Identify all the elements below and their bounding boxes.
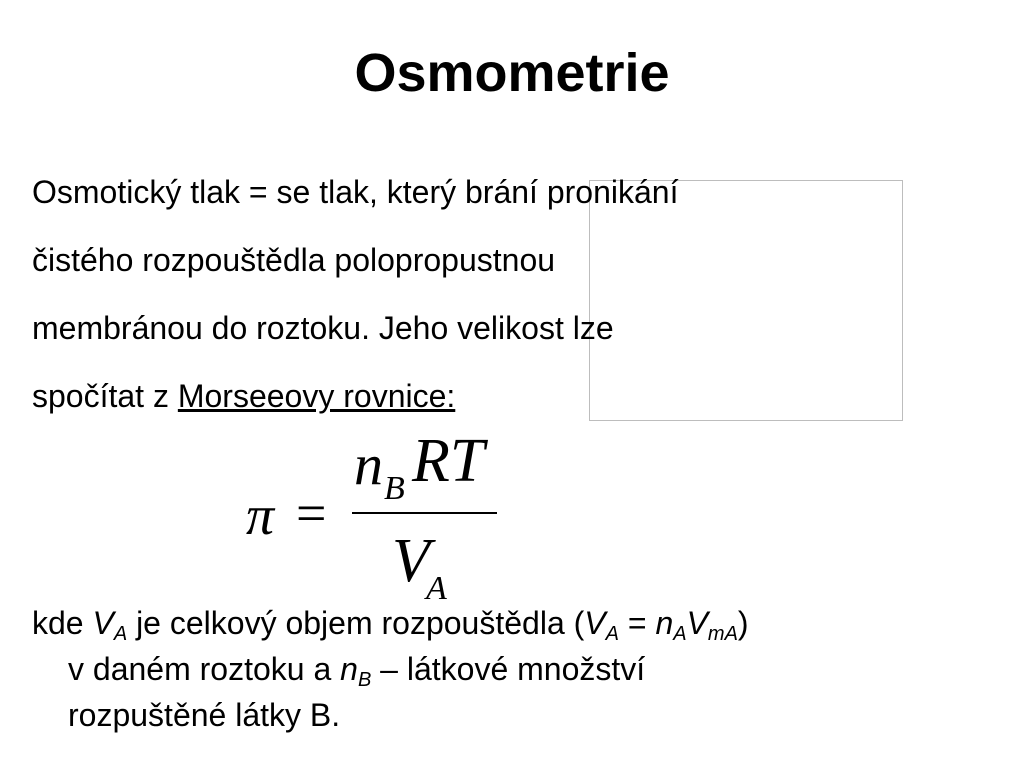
eq-equals: = [618,605,656,641]
slide-title: Osmometrie [354,43,670,103]
explanation-paragraph [32,600,992,738]
explanation-line-1 [32,600,992,646]
fraction-bar [352,512,497,514]
definition-paragraph [32,158,932,430]
numerator-n-sub: B [384,470,405,507]
va-symbol: V [92,605,114,641]
definition-line-3: membránou do roztoku. Jeho velikost lze [32,310,614,346]
definition-line-1: Osmotický tlak = se tlak, který brání pronikání [32,174,679,210]
explanation-line-2 [32,646,992,692]
numerator-n: n [354,432,383,497]
explanation-line-2-suffix: – látkové množství [371,651,646,687]
definition-line-4-prefix: spočítat z [32,378,178,414]
denominator-v-sub: A [426,570,447,607]
nb-subscript: B [357,669,372,691]
equals-sign: = [296,483,327,543]
eq-v-subscript: A [605,623,619,645]
pi-symbol: π [246,485,275,547]
definition-line-4 [32,362,932,430]
eq-v-symbol: V [584,605,606,641]
eq-close-paren: ) [737,605,749,641]
explanation-line-3: rozpuštěné látky B. [68,697,341,733]
numerator-rt: RT [412,427,485,495]
denominator-v: V [392,527,430,595]
va-subscript: A [113,623,128,645]
eq-vm-symbol: V [686,605,708,641]
explanation-line-2-prefix: v daném roztoku a [68,651,341,687]
kde-word: kde [32,605,93,641]
eq-n-symbol: n [655,605,674,641]
eq-vm-subscript: mA [707,623,738,645]
definition-line-2: čistého rozpouštědla polopropustnou [32,242,556,278]
eq-n-subscript: A [673,623,687,645]
morse-equation-link[interactable]: Morseeovy rovnice: [177,378,456,414]
nb-symbol: n [340,651,358,687]
explanation-text-1: je celkový objem rozpouštědla ( [127,605,585,641]
